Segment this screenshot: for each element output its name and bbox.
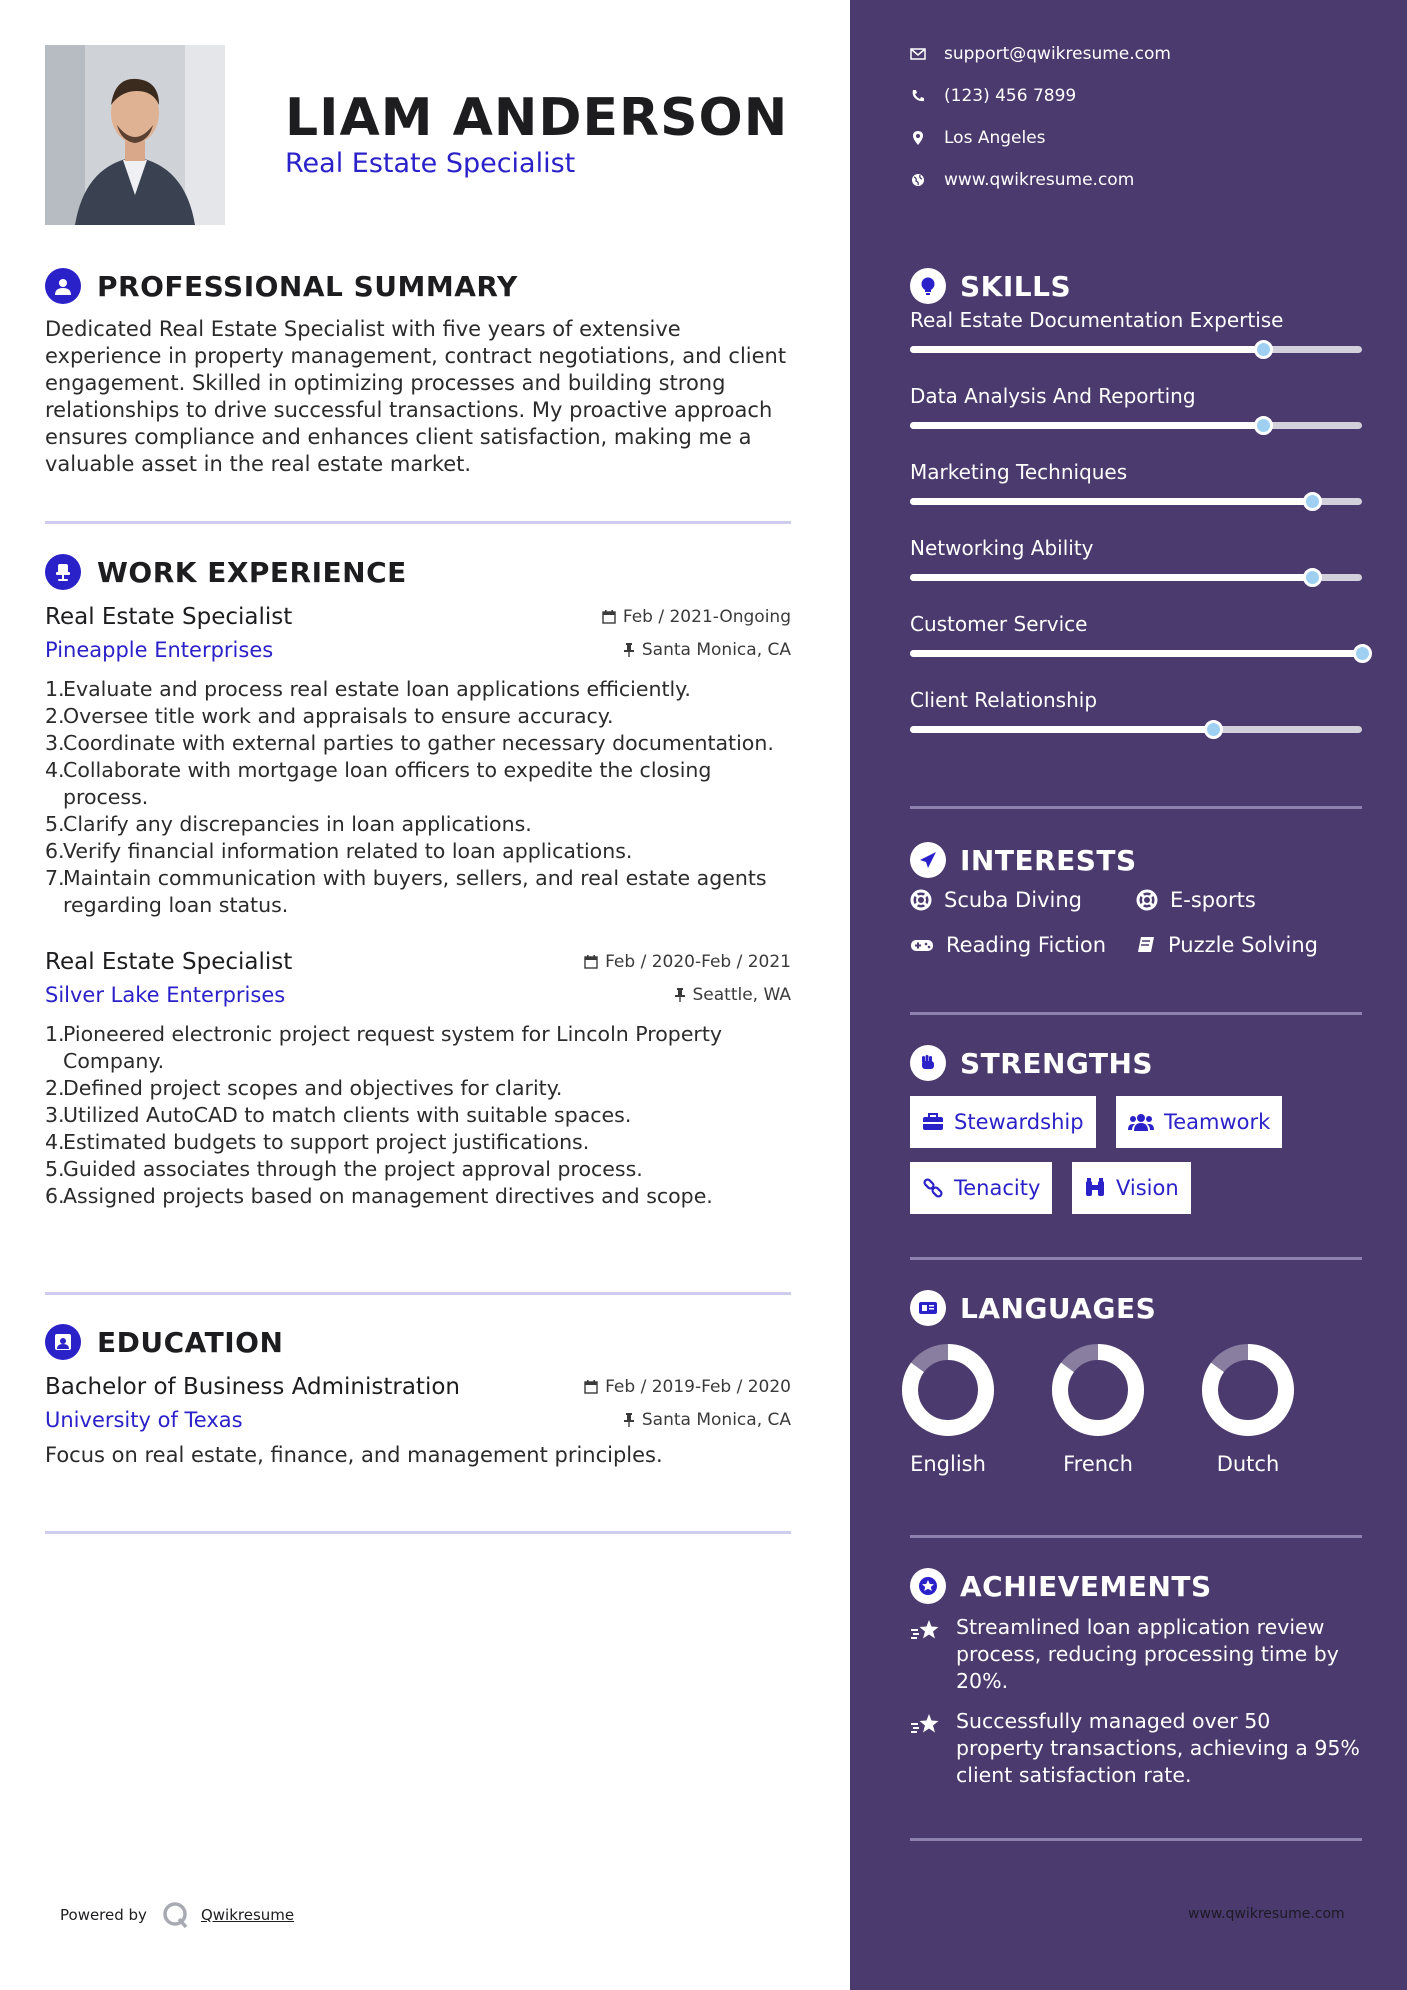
list-item: 6. Assigned projects based on management directives and scope. bbox=[45, 1184, 713, 1208]
footer-url[interactable]: www.qwikresume.com bbox=[1188, 1906, 1345, 1922]
divider bbox=[910, 806, 1362, 809]
achievement-text: Successfully managed over 50 property transactions, achieving a 95% client satisfaction rate. bbox=[956, 1709, 1360, 1787]
skill-knob bbox=[1254, 340, 1273, 359]
languages-section bbox=[910, 1288, 1362, 1328]
powered-by-label: Powered by bbox=[60, 1906, 147, 1924]
skill-name: Data Analysis And Reporting bbox=[910, 384, 1196, 408]
language-label: French bbox=[1063, 1452, 1133, 1476]
experience-section bbox=[45, 552, 791, 1210]
job-location bbox=[623, 640, 791, 660]
list-item: 2. Defined project scopes and objectives for clarity. bbox=[45, 1076, 563, 1100]
list-item: 1. Evaluate and process real estate loan applications efficiently. bbox=[45, 677, 691, 701]
interest-item bbox=[910, 888, 1082, 912]
language-item bbox=[1193, 1342, 1303, 1476]
job-company: Silver Lake Enterprises bbox=[45, 983, 286, 1007]
paper-plane-icon bbox=[910, 842, 946, 878]
email-text: support@qwikresume.com bbox=[944, 44, 1171, 64]
qwikresume-logo-icon bbox=[161, 1900, 191, 1930]
achievement-text: Streamlined loan application review process, reducing processing time by 20%. bbox=[956, 1615, 1339, 1693]
calendar-icon bbox=[602, 610, 616, 624]
skill-track bbox=[910, 574, 1362, 581]
contact-website[interactable] bbox=[910, 170, 1134, 190]
summary-heading: PROFESSIONAL SUMMARY bbox=[97, 269, 518, 303]
contact-phone[interactable] bbox=[910, 86, 1076, 106]
job-bullets bbox=[45, 1021, 791, 1210]
list-item: 4. Collaborate with mortgage loan officers to expedite the closing process. bbox=[45, 758, 712, 809]
envelope-icon bbox=[910, 46, 926, 62]
skills-heading: SKILLS bbox=[960, 269, 1072, 303]
strength-chip bbox=[910, 1096, 1096, 1148]
skill-item bbox=[910, 536, 1362, 612]
skills-section bbox=[910, 266, 1362, 764]
lifebuoy-icon bbox=[910, 889, 932, 911]
shooting-star-icon bbox=[910, 1618, 942, 1644]
education-location-text: Santa Monica, CA bbox=[641, 1410, 791, 1430]
list-item: 6. Verify financial information related to loan applications. bbox=[45, 839, 633, 863]
skill-name: Customer Service bbox=[910, 612, 1088, 636]
location-text: Los Angeles bbox=[944, 128, 1046, 148]
book-icon bbox=[1136, 935, 1156, 955]
list-item: 4. Estimated budgets to support project justifications. bbox=[45, 1130, 590, 1154]
divider bbox=[910, 1535, 1362, 1538]
summary-section bbox=[45, 266, 791, 478]
job-company: Pineapple Enterprises bbox=[45, 638, 274, 662]
list-item: 1. Pioneered electronic project request system for Lincoln Property Company. bbox=[45, 1022, 723, 1073]
education-description: Focus on real estate, finance, and management principles. bbox=[45, 1443, 663, 1467]
skill-track bbox=[910, 650, 1362, 657]
skill-knob bbox=[1303, 568, 1322, 587]
profile-photo bbox=[45, 45, 225, 225]
language-item bbox=[893, 1342, 1003, 1476]
divider bbox=[910, 1012, 1362, 1015]
skill-name: Real Estate Documentation Expertise bbox=[910, 308, 1284, 332]
skill-fill bbox=[910, 650, 1362, 657]
strengths-heading: STRENGTHS bbox=[960, 1046, 1154, 1080]
calendar-icon bbox=[584, 955, 598, 969]
language-label: Dutch bbox=[1216, 1452, 1280, 1476]
fist-icon bbox=[910, 1045, 946, 1081]
strength-label: Vision bbox=[1116, 1176, 1179, 1200]
education-heading: EDUCATION bbox=[97, 1325, 284, 1359]
strength-chip bbox=[1116, 1096, 1282, 1148]
graduate-icon bbox=[45, 1324, 81, 1360]
skill-knob bbox=[1254, 416, 1273, 435]
shooting-star-icon bbox=[910, 1712, 942, 1738]
divider bbox=[45, 1292, 791, 1295]
job-date-text: Feb / 2020-Feb / 2021 bbox=[605, 952, 791, 972]
education-entry bbox=[45, 1374, 791, 1469]
skill-track bbox=[910, 422, 1362, 429]
job-location bbox=[674, 985, 792, 1005]
skill-fill bbox=[910, 346, 1263, 353]
job-role: Real Estate Specialist bbox=[45, 604, 293, 630]
degree: Bachelor of Business Administration bbox=[45, 1374, 460, 1400]
job-location-text: Seattle, WA bbox=[692, 985, 791, 1005]
list-item: 3. Utilized AutoCAD to match clients with suitable spaces. bbox=[45, 1103, 632, 1127]
globe-icon bbox=[910, 172, 926, 188]
language-donut bbox=[1050, 1342, 1146, 1438]
skill-fill bbox=[910, 422, 1263, 429]
skill-fill bbox=[910, 574, 1312, 581]
phone-text: (123) 456 7899 bbox=[944, 86, 1077, 106]
achievements-section bbox=[910, 1566, 1362, 1606]
chair-icon bbox=[45, 554, 81, 590]
user-icon bbox=[45, 268, 81, 304]
skill-item bbox=[910, 308, 1362, 384]
list-item: 2. Oversee title work and appraisals to ensure accuracy. bbox=[45, 704, 614, 728]
education-date-text: Feb / 2019-Feb / 2020 bbox=[605, 1377, 791, 1397]
achievements-heading: ACHIEVEMENTS bbox=[960, 1569, 1212, 1603]
strength-label: Teamwork bbox=[1164, 1110, 1271, 1134]
skill-knob bbox=[1353, 644, 1372, 663]
job-bullets bbox=[45, 676, 791, 919]
education-section bbox=[45, 1322, 791, 1469]
strength-label: Tenacity bbox=[954, 1176, 1041, 1200]
interest-item bbox=[1136, 888, 1256, 912]
pin-icon bbox=[623, 643, 635, 657]
strength-chip bbox=[910, 1162, 1052, 1214]
strengths-section bbox=[910, 1043, 1362, 1083]
candidate-title: Real Estate Specialist bbox=[285, 148, 576, 179]
language-donut bbox=[1200, 1342, 1296, 1438]
skill-track bbox=[910, 346, 1362, 353]
interest-item bbox=[1136, 933, 1318, 957]
candidate-name: LIAM ANDERSON bbox=[285, 88, 789, 148]
job-date bbox=[602, 607, 791, 627]
divider bbox=[45, 521, 791, 524]
strength-label: Stewardship bbox=[954, 1110, 1084, 1134]
education-location bbox=[623, 1410, 791, 1430]
list-item: 7. Maintain communication with buyers, sellers, and real estate agents regarding loan status. bbox=[45, 866, 767, 917]
skill-track bbox=[910, 498, 1362, 505]
pin-icon bbox=[623, 1413, 635, 1427]
language-item bbox=[1043, 1342, 1153, 1476]
languages-heading: LANGUAGES bbox=[960, 1291, 1157, 1325]
interests-heading: INTERESTS bbox=[960, 843, 1137, 877]
strength-chip bbox=[1072, 1162, 1191, 1214]
job-location-text: Santa Monica, CA bbox=[641, 640, 791, 660]
star-badge-icon bbox=[910, 1568, 946, 1604]
skill-fill bbox=[910, 498, 1312, 505]
achievement-item bbox=[910, 1614, 1362, 1695]
skill-item bbox=[910, 688, 1362, 764]
pin-icon bbox=[674, 988, 686, 1002]
skills-list bbox=[910, 308, 1362, 764]
divider bbox=[45, 1531, 791, 1534]
sidebar bbox=[850, 0, 1407, 1990]
link-icon bbox=[922, 1177, 944, 1199]
website-text: www.qwikresume.com bbox=[944, 170, 1135, 190]
job-date-text: Feb / 2021-Ongoing bbox=[622, 607, 791, 627]
skill-knob bbox=[1303, 492, 1322, 511]
job-date bbox=[584, 952, 791, 972]
interest-item bbox=[910, 933, 1106, 957]
language-icon bbox=[910, 1290, 946, 1326]
contact-location bbox=[910, 128, 1046, 148]
experience-heading: WORK EXPERIENCE bbox=[97, 555, 407, 589]
interest-label: Reading Fiction bbox=[946, 933, 1107, 957]
calendar-icon bbox=[584, 1380, 598, 1394]
education-date bbox=[584, 1377, 791, 1397]
lightbulb-icon bbox=[910, 268, 946, 304]
job-entry bbox=[45, 604, 791, 919]
users-icon bbox=[1128, 1112, 1154, 1132]
divider bbox=[910, 1838, 1362, 1841]
list-item: 3. Coordinate with external parties to gather necessary documentation. bbox=[45, 731, 774, 755]
skill-name: Networking Ability bbox=[910, 536, 1094, 560]
list-item: 5. Clarify any discrepancies in loan applications. bbox=[45, 812, 532, 836]
interests-section bbox=[910, 840, 1362, 880]
skill-name: Client Relationship bbox=[910, 688, 1098, 712]
skill-item bbox=[910, 612, 1362, 688]
language-label: English bbox=[910, 1452, 986, 1476]
contact-email[interactable] bbox=[910, 44, 1171, 64]
summary-text: Dedicated Real Estate Specialist with five years of extensive experience in property management, contract negotiations, and client engagement. Skilled in optimizing processes and building strong relationships to drive successful transactions. My proactive approach ensures compliance and enhances client satisfaction, making me a valuable asset in the real estate market. bbox=[45, 317, 787, 476]
map-marker-icon bbox=[910, 130, 926, 146]
briefcase-icon bbox=[922, 1113, 944, 1131]
achievement-item bbox=[910, 1708, 1362, 1789]
list-item: 5. Guided associates through the project approval process. bbox=[45, 1157, 643, 1181]
skill-knob bbox=[1204, 720, 1223, 739]
job-entry bbox=[45, 949, 791, 1210]
skill-fill bbox=[910, 726, 1213, 733]
powered-by bbox=[60, 1900, 294, 1930]
interest-label: Puzzle Solving bbox=[1168, 933, 1318, 957]
job-role: Real Estate Specialist bbox=[45, 949, 293, 975]
skill-track bbox=[910, 726, 1362, 733]
school: University of Texas bbox=[45, 1408, 243, 1432]
skill-name: Marketing Techniques bbox=[910, 460, 1128, 484]
interest-label: Scuba Diving bbox=[944, 888, 1082, 912]
phone-icon bbox=[910, 88, 926, 104]
lifebuoy-icon bbox=[1136, 889, 1158, 911]
qwikresume-link[interactable]: Qwikresume bbox=[200, 1906, 295, 1924]
divider bbox=[910, 1257, 1362, 1260]
binoculars-icon bbox=[1084, 1178, 1106, 1198]
skill-item bbox=[910, 460, 1362, 536]
interest-label: E-sports bbox=[1170, 888, 1256, 912]
gamepad-icon bbox=[910, 937, 934, 953]
skill-item bbox=[910, 384, 1362, 460]
language-donut bbox=[900, 1342, 996, 1438]
